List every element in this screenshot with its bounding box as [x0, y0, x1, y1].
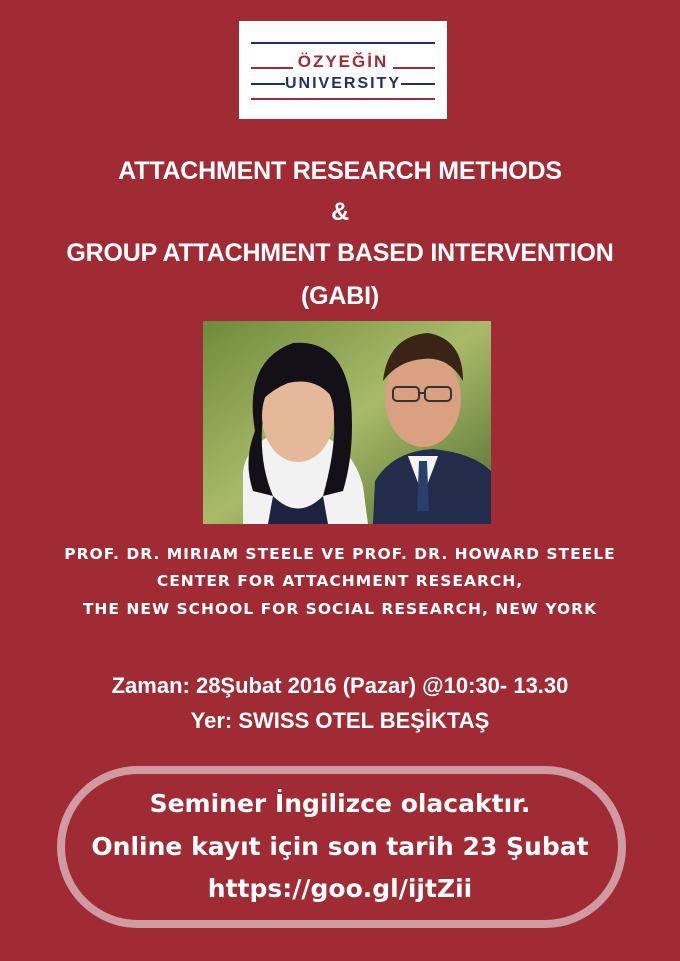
title-line-4: (GABI) [301, 282, 379, 310]
registration-link[interactable]: https://goo.gl/ijtZii [207, 874, 473, 903]
event-time: Zaman: 28Şubat 2016 (Pazar) @10:30- 13.30 [111, 673, 569, 698]
notice-deadline: Online kayıt için son tarih 23 Şubat [91, 832, 589, 861]
speaker-school: THE NEW SCHOOL FOR SOCIAL RESEARCH, NEW YORK [82, 600, 598, 618]
speaker-names: PROF. DR. MIRIAM STEELE VE PROF. DR. HOWARD STEELE [64, 545, 616, 563]
title-line-3: GROUP ATTACHMENT BASED INTERVENTION [66, 239, 614, 267]
title-line-1: ATTACHMENT RESEARCH METHODS [118, 157, 562, 185]
notice-language: Seminer İngilizce olacaktır. [149, 789, 531, 818]
speakers-photo [203, 321, 491, 524]
university-logo [239, 21, 447, 119]
logo-line1: ÖZYEĞİN [297, 52, 389, 71]
logo-line2: UNIVERSITY [284, 75, 402, 92]
speaker-center: CENTER FOR ATTACHMENT RESEARCH, [156, 572, 524, 590]
logo-graphic [239, 21, 447, 119]
event-place: Yer: SWISS OTEL BEŞİKTAŞ [190, 708, 490, 733]
title-ampersand: & [331, 198, 349, 226]
